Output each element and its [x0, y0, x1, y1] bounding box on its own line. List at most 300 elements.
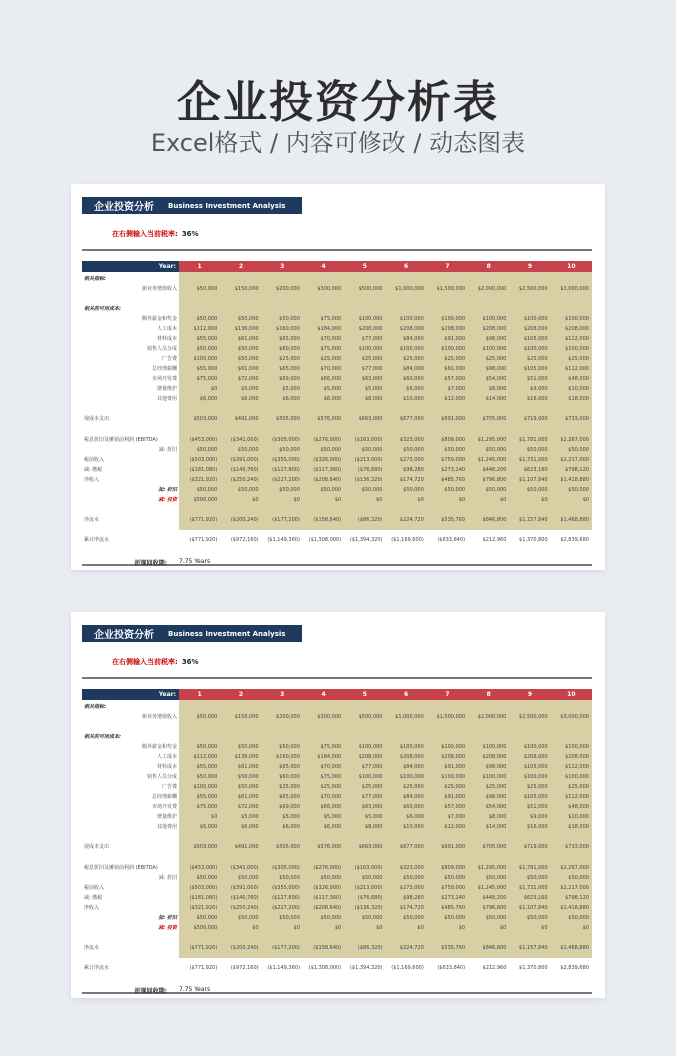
table-cell[interactable]: $50,000 — [237, 487, 259, 493]
table-cell[interactable]: $273,000 — [399, 885, 424, 891]
table-cell[interactable]: ($391,000) — [230, 457, 259, 463]
table-cell[interactable] — [468, 505, 509, 515]
table-cell[interactable]: ($1,394,320) — [349, 537, 383, 543]
table-cell[interactable]: $663,000 — [358, 416, 383, 422]
table-cell[interactable]: $323,000 — [399, 437, 424, 443]
table-cell[interactable]: $25,000 — [568, 356, 589, 362]
table-cell[interactable] — [262, 274, 303, 284]
table-cell[interactable] — [427, 404, 468, 414]
table-cell[interactable]: $25,000 — [403, 784, 424, 790]
table-cell[interactable]: ($1,394,320) — [349, 965, 383, 971]
table-cell[interactable]: $0 — [252, 497, 259, 503]
table-cell[interactable]: $2,839,680 — [560, 537, 589, 543]
table-cell[interactable]: $273,240 — [441, 895, 466, 901]
table-cell[interactable]: $208,000 — [523, 754, 548, 760]
table-cell[interactable]: $846,800 — [482, 517, 507, 523]
table-cell[interactable]: $48,000 — [568, 376, 589, 382]
table-cell[interactable]: $1,731,000 — [519, 885, 548, 891]
table-cell[interactable] — [344, 933, 385, 943]
table-cell[interactable] — [303, 702, 344, 712]
table-cell[interactable]: $705,000 — [482, 416, 507, 422]
table-cell[interactable]: $136,000 — [234, 754, 259, 760]
table-cell[interactable]: $77,000 — [361, 764, 383, 770]
table-cell[interactable] — [509, 832, 550, 842]
table-cell[interactable]: $160,000 — [276, 326, 300, 332]
table-cell[interactable]: $809,000 — [441, 437, 466, 443]
table-cell[interactable]: ($453,000) — [189, 865, 218, 871]
table-cell[interactable] — [427, 732, 468, 742]
table-cell[interactable]: $535,760 — [441, 945, 466, 951]
table-cell[interactable]: $16,000 — [526, 824, 548, 830]
table-cell[interactable]: $65,000 — [279, 764, 300, 770]
table-cell[interactable] — [303, 525, 344, 535]
table-cell[interactable]: $1,157,840 — [519, 945, 548, 951]
table-cell[interactable]: $50,000 — [237, 447, 259, 453]
table-cell[interactable]: $0 — [500, 497, 507, 503]
table-cell[interactable]: $61,000 — [237, 794, 259, 800]
table-cell[interactable]: $105,000 — [523, 794, 548, 800]
table-cell[interactable] — [427, 832, 468, 842]
table-cell[interactable]: $100,000 — [358, 316, 383, 322]
table-cell[interactable]: ($503,000) — [189, 457, 218, 463]
table-cell[interactable]: $50,000 — [526, 875, 548, 881]
table-cell[interactable]: $50,000 — [444, 875, 466, 881]
table-cell[interactable]: $70,000 — [320, 336, 342, 342]
table-cell[interactable] — [179, 304, 220, 314]
table-cell[interactable]: $48,000 — [568, 804, 589, 810]
table-cell[interactable] — [220, 702, 261, 712]
table-cell[interactable]: $0 — [293, 925, 300, 931]
table-cell[interactable]: $535,760 — [441, 517, 466, 523]
table-cell[interactable]: $0 — [210, 386, 218, 392]
table-cell[interactable]: $100,000 — [441, 774, 466, 780]
table-cell[interactable]: $50,000 — [568, 487, 589, 493]
table-cell[interactable]: $100,000 — [441, 316, 466, 322]
table-cell[interactable] — [427, 702, 468, 712]
table-cell[interactable]: ($1,149,360) — [267, 965, 300, 971]
table-cell[interactable] — [344, 732, 385, 742]
table-cell[interactable] — [220, 505, 261, 515]
table-cell[interactable] — [385, 304, 426, 314]
table-cell[interactable] — [385, 505, 426, 515]
table-cell[interactable]: $105,000 — [523, 366, 548, 372]
table-cell[interactable]: $1,731,000 — [519, 457, 548, 463]
table-cell[interactable]: $60,000 — [279, 346, 300, 352]
table-cell[interactable]: $50,000 — [279, 744, 300, 750]
table-cell[interactable]: $100,000 — [482, 316, 507, 322]
table-cell[interactable]: $5,000 — [282, 386, 300, 392]
table-cell[interactable]: ($177,200) — [272, 517, 300, 523]
table-cell[interactable]: $112,000 — [565, 794, 589, 800]
table-cell[interactable]: ($177,200) — [272, 945, 300, 951]
table-cell[interactable]: $50,000 — [485, 915, 507, 921]
table-cell[interactable]: $84,000 — [403, 764, 424, 770]
table-cell[interactable]: $50,000 — [403, 875, 424, 881]
table-cell[interactable]: $77,000 — [361, 336, 383, 342]
table-cell[interactable] — [303, 832, 344, 842]
table-cell[interactable]: $91,000 — [444, 794, 466, 800]
table-cell[interactable] — [551, 953, 592, 963]
table-cell[interactable]: $50,000 — [444, 487, 466, 493]
table-cell[interactable]: $184,000 — [317, 326, 342, 332]
table-cell[interactable] — [468, 933, 509, 943]
table-cell[interactable]: $77,000 — [361, 366, 383, 372]
table-cell[interactable]: $6,000 — [406, 814, 424, 820]
table-cell[interactable]: $100,000 — [399, 744, 424, 750]
table-cell[interactable]: $50,000 — [320, 447, 342, 453]
table-cell[interactable]: $75,000 — [320, 774, 342, 780]
table-cell[interactable] — [262, 852, 303, 862]
table-cell[interactable]: $50,000 — [237, 356, 259, 362]
table-cell[interactable]: $63,000 — [361, 376, 383, 382]
table-cell[interactable] — [179, 424, 220, 434]
table-cell[interactable]: $25,000 — [568, 784, 589, 790]
table-cell[interactable]: $485,760 — [441, 905, 466, 911]
table-cell[interactable] — [220, 933, 261, 943]
table-cell[interactable]: $0 — [376, 925, 383, 931]
table-cell[interactable]: $9,000 — [530, 386, 548, 392]
table-cell[interactable]: $500,000 — [358, 714, 383, 720]
table-cell[interactable] — [262, 722, 303, 732]
table-cell[interactable]: $208,000 — [523, 326, 548, 332]
table-cell[interactable]: ($117,360) — [313, 467, 342, 473]
table-cell[interactable]: $2,217,000 — [560, 885, 589, 891]
table-cell[interactable]: $5,000 — [241, 386, 259, 392]
table-cell[interactable]: $174,720 — [399, 477, 424, 483]
table-cell[interactable]: $57,000 — [444, 376, 466, 382]
table-cell[interactable]: $84,000 — [403, 366, 424, 372]
table-cell[interactable]: $1,500,000 — [436, 286, 466, 292]
table-cell[interactable]: $1,295,000 — [477, 865, 507, 871]
table-cell[interactable]: $50,000 — [279, 875, 300, 881]
table-cell[interactable] — [551, 722, 592, 732]
table-cell[interactable]: $491,000 — [234, 844, 259, 850]
table-cell[interactable]: $500,000 — [193, 925, 218, 931]
table-cell[interactable] — [468, 953, 509, 963]
table-cell[interactable]: $273,000 — [399, 457, 424, 463]
table-cell[interactable]: ($127,800) — [272, 895, 300, 901]
table-cell[interactable]: $6,000 — [323, 824, 342, 830]
table-cell[interactable]: $733,000 — [565, 844, 589, 850]
table-cell[interactable] — [385, 294, 426, 304]
table-cell[interactable]: $663,000 — [358, 844, 383, 850]
table-cell[interactable] — [509, 505, 550, 515]
table-cell[interactable]: $174,720 — [399, 905, 424, 911]
table-cell[interactable] — [427, 304, 468, 314]
table-cell[interactable]: $25,000 — [526, 356, 548, 362]
table-cell[interactable]: $75,000 — [320, 744, 342, 750]
table-cell[interactable] — [427, 525, 468, 535]
table-cell[interactable]: $0 — [293, 497, 300, 503]
table-cell[interactable] — [385, 525, 426, 535]
table-cell[interactable]: ($1,308,000) — [308, 537, 342, 543]
table-cell[interactable]: $208,000 — [441, 754, 466, 760]
table-cell[interactable]: $503,000 — [193, 416, 218, 422]
table-cell[interactable]: $50,000 — [568, 447, 589, 453]
table-cell[interactable]: $212,960 — [482, 965, 507, 971]
table-cell[interactable]: $50,000 — [568, 875, 589, 881]
table-cell[interactable]: ($276,000) — [313, 437, 342, 443]
table-cell[interactable]: ($158,640) — [313, 945, 342, 951]
table-cell[interactable]: $25,000 — [403, 356, 424, 362]
table-cell[interactable]: $500,000 — [193, 497, 218, 503]
table-cell[interactable]: $100,000 — [482, 346, 507, 352]
table-cell[interactable]: $846,800 — [482, 945, 507, 951]
table-cell[interactable]: $50,000 — [320, 915, 342, 921]
table-cell[interactable]: $100,000 — [565, 774, 589, 780]
table-cell[interactable]: $50,000 — [526, 915, 548, 921]
table-cell[interactable]: ($181,080) — [189, 895, 218, 901]
table-cell[interactable]: $25,000 — [279, 784, 300, 790]
table-cell[interactable]: $10,000 — [403, 396, 424, 402]
table-cell[interactable]: $100,000 — [399, 346, 424, 352]
table-cell[interactable]: $55,000 — [196, 366, 218, 372]
table-cell[interactable] — [509, 933, 550, 943]
table-cell[interactable]: ($1,308,000) — [308, 965, 342, 971]
table-cell[interactable] — [220, 525, 261, 535]
table-cell[interactable]: $2,000,000 — [477, 714, 507, 720]
table-cell[interactable]: $6,000 — [282, 396, 300, 402]
table-cell[interactable] — [179, 505, 220, 515]
table-cell[interactable]: ($503,000) — [189, 885, 218, 891]
table-cell[interactable] — [427, 722, 468, 732]
table-cell[interactable]: $719,000 — [523, 416, 548, 422]
table-cell[interactable] — [551, 832, 592, 842]
table-cell[interactable] — [344, 404, 385, 414]
table-cell[interactable] — [179, 274, 220, 284]
table-cell[interactable]: $25,000 — [444, 784, 466, 790]
table-cell[interactable]: $208,000 — [482, 754, 507, 760]
table-cell[interactable]: $2,500,000 — [519, 714, 548, 720]
table-cell[interactable]: $1,468,880 — [560, 945, 589, 951]
table-cell[interactable] — [303, 722, 344, 732]
table-cell[interactable]: $1,500,000 — [436, 714, 466, 720]
table-cell[interactable]: $98,280 — [403, 895, 424, 901]
table-cell[interactable]: $485,760 — [441, 477, 466, 483]
table-cell[interactable]: $100,000 — [565, 316, 589, 322]
table-cell[interactable]: $25,000 — [320, 356, 342, 362]
table-cell[interactable]: $50,000 — [485, 487, 507, 493]
table-cell[interactable]: $50,000 — [485, 447, 507, 453]
table-cell[interactable] — [344, 852, 385, 862]
table-cell[interactable]: ($1,149,360) — [267, 537, 300, 543]
table-cell[interactable]: $448,200 — [482, 467, 507, 473]
table-cell[interactable]: $112,000 — [193, 326, 218, 332]
table-cell[interactable]: $12,000 — [444, 396, 466, 402]
table-cell[interactable] — [262, 294, 303, 304]
table-cell[interactable] — [551, 274, 592, 284]
table-cell[interactable]: $798,120 — [565, 467, 589, 473]
table-cell[interactable]: $136,000 — [234, 326, 259, 332]
table-cell[interactable]: $84,000 — [403, 794, 424, 800]
table-cell[interactable]: $12,000 — [444, 824, 466, 830]
table-cell[interactable]: $75,000 — [320, 316, 342, 322]
table-cell[interactable]: ($163,000) — [354, 437, 383, 443]
table-cell[interactable]: $10,000 — [568, 814, 589, 820]
table-cell[interactable] — [385, 953, 426, 963]
table-cell[interactable] — [303, 505, 344, 515]
table-cell[interactable]: $50,000 — [196, 447, 218, 453]
table-cell[interactable]: $150,000 — [234, 714, 259, 720]
table-cell[interactable]: $3,000,000 — [560, 286, 589, 292]
table-cell[interactable]: $273,240 — [441, 467, 466, 473]
table-cell[interactable]: $100,000 — [399, 774, 424, 780]
table-cell[interactable]: $98,000 — [485, 366, 507, 372]
table-cell[interactable]: $54,000 — [485, 804, 507, 810]
table-cell[interactable]: $98,000 — [485, 764, 507, 770]
table-cell[interactable] — [344, 832, 385, 842]
table-cell[interactable] — [551, 304, 592, 314]
table-cell[interactable]: ($163,000) — [354, 865, 383, 871]
table-cell[interactable] — [509, 304, 550, 314]
table-cell[interactable]: $25,000 — [320, 784, 342, 790]
table-cell[interactable] — [179, 832, 220, 842]
table-cell[interactable]: $1,107,840 — [519, 905, 548, 911]
tax-rate-input[interactable]: 36% — [181, 230, 199, 238]
table-cell[interactable]: $3,000,000 — [560, 714, 589, 720]
table-cell[interactable] — [427, 953, 468, 963]
table-cell[interactable] — [509, 404, 550, 414]
table-cell[interactable]: $212,960 — [482, 537, 507, 543]
table-cell[interactable]: $25,000 — [526, 784, 548, 790]
table-cell[interactable] — [427, 424, 468, 434]
table-cell[interactable]: $323,000 — [399, 865, 424, 871]
table-cell[interactable]: ($227,200) — [272, 905, 300, 911]
table-cell[interactable]: $91,000 — [444, 764, 466, 770]
table-cell[interactable] — [551, 852, 592, 862]
table-cell[interactable] — [262, 933, 303, 943]
table-cell[interactable] — [303, 294, 344, 304]
table-cell[interactable]: ($208,640) — [313, 477, 342, 483]
table-cell[interactable]: ($200,240) — [230, 945, 259, 951]
table-cell[interactable] — [179, 953, 220, 963]
table-cell[interactable]: ($341,000) — [230, 437, 259, 443]
table-cell[interactable]: $50,000 — [279, 447, 300, 453]
table-cell[interactable]: $14,000 — [485, 396, 507, 402]
table-cell[interactable]: $51,000 — [526, 804, 548, 810]
table-cell[interactable]: $160,000 — [276, 754, 300, 760]
table-cell[interactable]: ($200,240) — [230, 517, 259, 523]
table-cell[interactable]: $50,000 — [320, 875, 342, 881]
table-cell[interactable]: $51,000 — [526, 376, 548, 382]
table-cell[interactable]: $1,781,000 — [519, 865, 548, 871]
table-cell[interactable]: ($76,680) — [357, 895, 383, 901]
table-cell[interactable]: $100,000 — [358, 774, 383, 780]
table-cell[interactable]: $75,000 — [196, 376, 218, 382]
table-cell[interactable] — [468, 424, 509, 434]
table-cell[interactable]: $2,500,000 — [519, 286, 548, 292]
table-cell[interactable]: $6,000 — [282, 824, 300, 830]
table-cell[interactable]: $18,000 — [568, 396, 589, 402]
table-cell[interactable]: $300,000 — [317, 714, 342, 720]
table-cell[interactable] — [551, 505, 592, 515]
table-cell[interactable]: $61,000 — [237, 336, 259, 342]
table-cell[interactable] — [262, 525, 303, 535]
table-cell[interactable]: $55,000 — [196, 794, 218, 800]
table-cell[interactable]: $50,000 — [279, 915, 300, 921]
table-cell[interactable] — [303, 852, 344, 862]
table-cell[interactable]: $0 — [417, 497, 424, 503]
table-cell[interactable]: $50,000 — [361, 487, 383, 493]
table-cell[interactable] — [220, 294, 261, 304]
table-cell[interactable]: $809,000 — [441, 865, 466, 871]
table-cell[interactable] — [509, 274, 550, 284]
table-cell[interactable]: $0 — [458, 925, 466, 931]
table-cell[interactable]: $50,000 — [320, 487, 342, 493]
table-cell[interactable] — [468, 294, 509, 304]
table-cell[interactable]: $100,000 — [193, 356, 218, 362]
table-cell[interactable]: $75,000 — [320, 346, 342, 352]
table-cell[interactable] — [468, 525, 509, 535]
table-cell[interactable]: $733,000 — [565, 416, 589, 422]
table-cell[interactable]: $0 — [252, 925, 259, 931]
table-cell[interactable]: $50,000 — [444, 915, 466, 921]
table-cell[interactable] — [385, 933, 426, 943]
table-cell[interactable]: $691,000 — [441, 844, 466, 850]
table-cell[interactable]: $623,160 — [523, 467, 548, 473]
table-cell[interactable]: $8,000 — [488, 386, 507, 392]
table-cell[interactable]: $70,000 — [320, 366, 342, 372]
table-cell[interactable]: $2,267,000 — [560, 437, 589, 443]
table-cell[interactable]: ($305,000) — [272, 865, 300, 871]
table-cell[interactable]: $25,000 — [444, 356, 466, 362]
table-cell[interactable]: $50,000 — [196, 346, 218, 352]
table-cell[interactable]: ($321,920) — [189, 477, 218, 483]
table-cell[interactable]: $55,000 — [196, 764, 218, 770]
table-cell[interactable]: $100,000 — [358, 744, 383, 750]
table-cell[interactable] — [220, 953, 261, 963]
table-cell[interactable]: $100,000 — [523, 316, 548, 322]
table-cell[interactable]: $50,000 — [196, 286, 218, 292]
table-cell[interactable] — [551, 702, 592, 712]
table-cell[interactable]: $50,000 — [237, 875, 259, 881]
table-cell[interactable]: $50,000 — [444, 447, 466, 453]
table-cell[interactable] — [344, 525, 385, 535]
table-cell[interactable]: $50,000 — [196, 744, 218, 750]
table-cell[interactable]: ($140,760) — [230, 895, 259, 901]
table-cell[interactable]: $25,000 — [485, 356, 507, 362]
table-cell[interactable]: $65,000 — [279, 794, 300, 800]
table-cell[interactable]: ($321,920) — [189, 905, 218, 911]
table-cell[interactable]: $208,000 — [565, 326, 589, 332]
table-cell[interactable]: ($86,320) — [357, 945, 383, 951]
table-cell[interactable]: $50,000 — [568, 915, 589, 921]
table-cell[interactable]: $208,000 — [399, 326, 424, 332]
table-cell[interactable] — [179, 702, 220, 712]
table-cell[interactable] — [427, 505, 468, 515]
table-cell[interactable]: $100,000 — [441, 346, 466, 352]
table-cell[interactable]: $623,160 — [523, 895, 548, 901]
table-cell[interactable]: $759,000 — [441, 885, 466, 891]
table-cell[interactable]: ($127,800) — [272, 467, 300, 473]
table-cell[interactable]: $208,000 — [358, 754, 383, 760]
table-cell[interactable]: $100,000 — [482, 744, 507, 750]
table-cell[interactable]: ($276,000) — [313, 865, 342, 871]
table-cell[interactable]: ($972,160) — [230, 965, 259, 971]
table-cell[interactable]: ($158,640) — [313, 517, 342, 523]
table-cell[interactable]: $91,000 — [444, 366, 466, 372]
table-cell[interactable] — [509, 424, 550, 434]
table-cell[interactable] — [220, 722, 261, 732]
table-cell[interactable] — [509, 953, 550, 963]
table-cell[interactable]: $0 — [376, 497, 383, 503]
table-cell[interactable]: $6,000 — [241, 824, 259, 830]
table-cell[interactable]: $70,000 — [320, 764, 342, 770]
table-cell[interactable]: ($208,640) — [313, 905, 342, 911]
table-cell[interactable]: $98,000 — [485, 336, 507, 342]
table-cell[interactable] — [344, 274, 385, 284]
table-cell[interactable]: $50,000 — [526, 447, 548, 453]
